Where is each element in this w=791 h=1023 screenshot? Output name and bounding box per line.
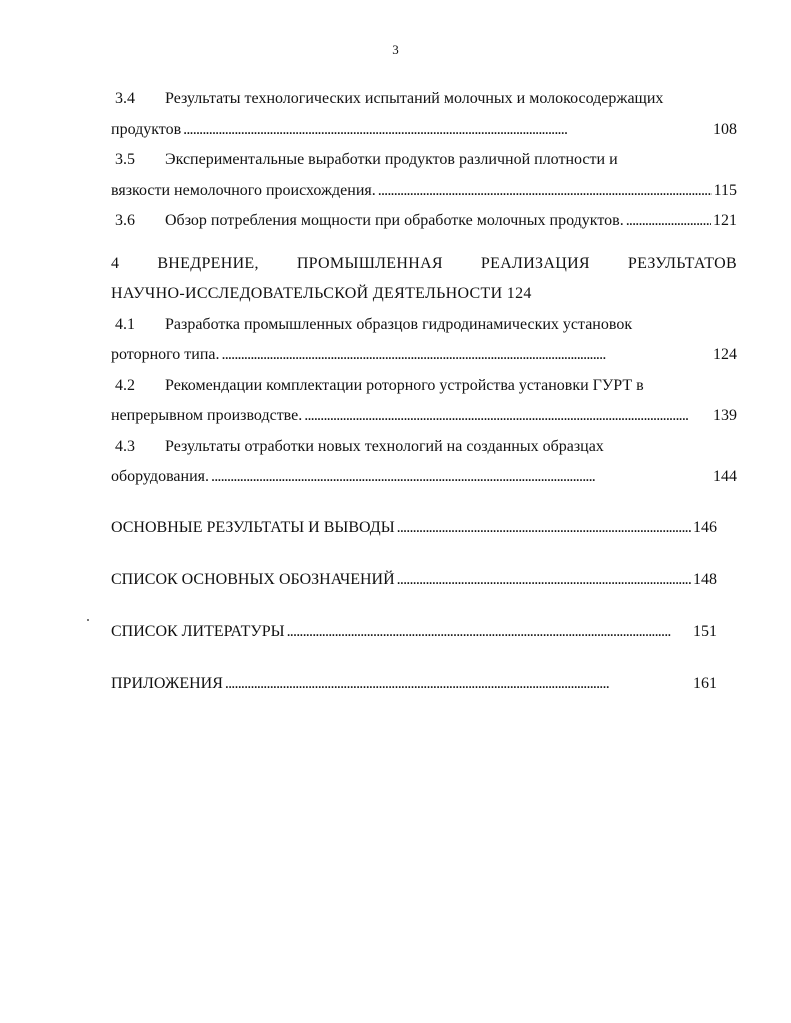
entry-title: ПРИЛОЖЕНИЯ	[111, 674, 223, 692]
dot-leader	[287, 623, 691, 641]
section-number: 4.3	[115, 437, 135, 455]
entry-title: СПИСОК ЛИТЕРАТУРЫ	[111, 622, 285, 640]
section-title-line1: Экспериментальные выработки продуктов различной плотности и	[165, 151, 618, 168]
chapter-title-line2: НАУЧНО-ИССЛЕДОВАТЕЛЬСКОЙ ДЕЯТЕЛЬНОСТИ	[111, 285, 503, 302]
section-title-line2: непрерывном производстве.	[111, 407, 303, 424]
toc-entry-literature[interactable]	[111, 623, 717, 641]
page-ref: 121	[713, 212, 737, 229]
section-title-line1: Рекомендации комплектации роторного устройства установки ГУРТ в	[165, 376, 644, 394]
toc-entry-appendix[interactable]	[111, 675, 717, 693]
section-title-line2: продуктов	[111, 120, 182, 138]
section-number: 3.5	[115, 151, 135, 168]
section-title-line1: Результаты отработки новых технологий на созданных образцах	[165, 437, 604, 455]
section-title-line2: оборудования.	[111, 468, 209, 485]
page-ref: 108	[713, 120, 737, 138]
toc-entry-4-2[interactable]	[111, 371, 737, 432]
scan-speck	[87, 619, 89, 621]
dot-leader	[225, 675, 691, 693]
toc-entry-3-4[interactable]	[111, 84, 737, 145]
dot-leader	[397, 519, 691, 537]
page-number: 3	[392, 42, 399, 57]
section-title-line1: Результаты технологических испытаний молочных и молокосодержащих	[165, 90, 664, 107]
toc-chapter-4[interactable]	[111, 249, 737, 310]
toc-entry-notation[interactable]	[111, 571, 717, 589]
section-title-line2: вязкости немолочного происхождения.	[111, 181, 376, 199]
dot-leader	[211, 462, 711, 493]
dot-leader	[183, 115, 711, 146]
entry-title: ОСНОВНЫЕ РЕЗУЛЬТАТЫ И ВЫВОДЫ	[111, 518, 395, 536]
dot-leader	[222, 340, 711, 371]
section-number: 3.4	[115, 90, 135, 107]
entry-title: СПИСОК ОСНОВНЫХ ОБОЗНАЧЕНИЙ	[111, 570, 395, 588]
chapter-number: 4	[111, 254, 120, 272]
page-ref: 144	[713, 468, 737, 485]
toc-entry-3-6[interactable]	[111, 206, 737, 237]
dot-leader	[304, 401, 711, 432]
toc-entry-results[interactable]	[111, 519, 717, 537]
chapter-word: ПРОМЫШЛЕННАЯ	[296, 254, 443, 272]
toc-entry-4-3[interactable]	[111, 432, 737, 493]
dot-leader	[626, 206, 711, 237]
section-title-line1: Обзор потребления мощности при обработке молочных продуктов.	[165, 212, 624, 229]
page-ref: 146	[693, 518, 717, 536]
section-title-line2: роторного типа.	[111, 346, 220, 363]
page-ref: 151	[693, 622, 717, 640]
table-of-contents	[111, 84, 737, 693]
page-ref: 139	[713, 407, 737, 424]
page-ref: 115	[713, 181, 737, 199]
dot-leader	[378, 176, 712, 207]
section-number: 4.2	[115, 376, 135, 394]
page-ref: 148	[693, 570, 717, 588]
chapter-word: РЕАЛИЗАЦИЯ	[480, 254, 590, 272]
chapter-word: РЕЗУЛЬТАТОВ	[627, 254, 737, 272]
chapter-word: ВНЕДРЕНИЕ,	[157, 254, 259, 272]
section-number: 3.6	[115, 212, 135, 229]
section-title-line1: Разработка промышленных образцов гидродинамических установок	[165, 315, 633, 333]
toc-entry-4-1[interactable]	[111, 310, 737, 371]
page-ref: 124	[506, 285, 532, 302]
page-ref: 124	[713, 346, 737, 363]
page-ref: 161	[693, 674, 717, 692]
section-number: 4.1	[115, 315, 135, 333]
toc-entry-3-5[interactable]	[111, 145, 737, 206]
dot-leader	[397, 571, 691, 589]
